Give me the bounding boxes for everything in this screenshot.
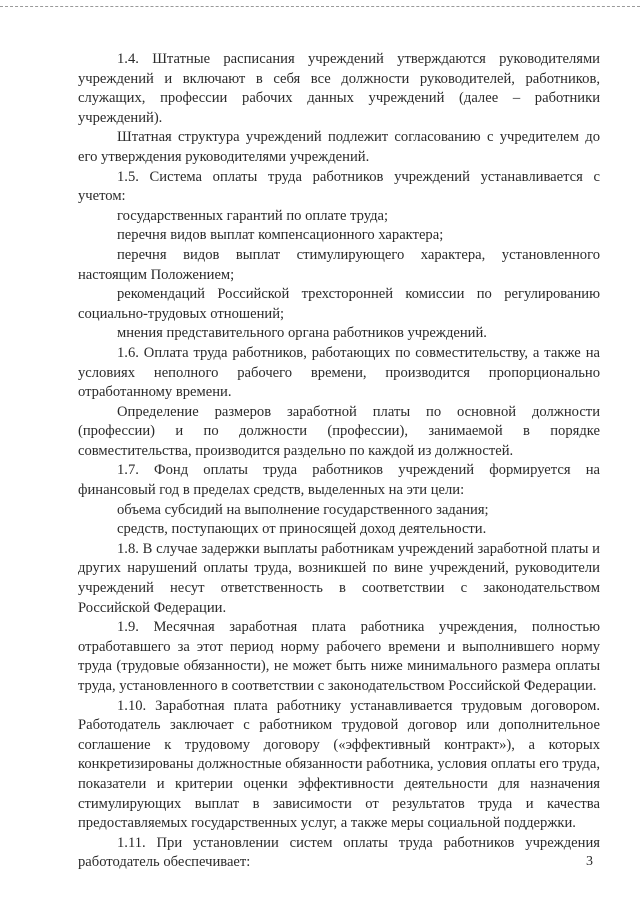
paragraph-1-9: 1.9. Месячная заработная плата работника учреждения, полностью отработавшего за этот период норму рабочего времени и выполнившего норму труда (трудовые обязанности), не может быть ниже минимального размера оплаты труда, установленного в соответствии с законодательством Российской Федерации. bbox=[78, 619, 600, 694]
paragraph-1-7: 1.7. Фонд оплаты труда работников учреждений формируется на финансовый год в пределах средств, выделенных на эти цели: bbox=[78, 462, 600, 499]
paragraph-staff-structure: Штатная структура учреждений подлежит согласованию с учредителем до его утверждения руководителями учреждений. bbox=[78, 129, 600, 165]
page-number: 3 bbox=[586, 854, 593, 869]
paragraph-1-6: 1.6. Оплата труда работников, работающих по совместительству, а также на условиях неполного рабочего времени, производится пропорционально отработанному времени. bbox=[78, 344, 600, 401]
list-item-income-activity: средств, поступающих от приносящей доход деятельности. bbox=[117, 521, 487, 538]
list-item-representative-opinion: мнения представительного органа работников учреждений. bbox=[117, 325, 487, 342]
list-item-compensation: перечня видов выплат компенсационного характера; bbox=[117, 227, 444, 244]
paragraph-1-5: 1.5. Система оплаты труда работников учреждений устанавливается с учетом: bbox=[78, 168, 600, 205]
document-body bbox=[78, 50, 600, 873]
paragraph-1-8: 1.8. В случае задержки выплаты работникам учреждений заработной платы и других нарушений оплаты труда, возникшей по вине учреждений, руководители учреждений несут ответственность в соответствии с законодательством Российской Федерации. bbox=[78, 540, 600, 616]
paragraph-1-10: 1.10. Заработная плата работнику устанавливается трудовым договором. Работодатель заключает с работником трудовой договор или дополнительное соглашение к трудовому договору («эффективный контракт»), а которых конкретизированы должностные обязанности работника, условия оплаты его труда, показатели и критерии оценки эффективности деятельности для назначения стимулирующих выплат в зависимости от результатов труда и качества предоставляемых государственных услуг, а также меры социальной поддержки. bbox=[78, 697, 600, 832]
paragraph-1-11: 1.11. При установлении систем оплаты труда работников учреждения работодатель обеспечивает: bbox=[78, 834, 600, 871]
scan-top-edge bbox=[0, 6, 640, 7]
list-item-incentive: перечня видов выплат стимулирующего характера, установленного настоящим Положением; bbox=[78, 246, 600, 283]
paragraph-salary-determination: Определение размеров заработной платы по основной должности (профессии) и по должности (профессии), занимаемой в порядке совместительства, производится раздельно по каждой из должностей. bbox=[78, 403, 600, 459]
list-item-guarantees: государственных гарантий по оплате труда; bbox=[117, 207, 389, 224]
list-item-subsidies: объема субсидий на выполнение государственного задания; bbox=[117, 501, 489, 518]
paragraph-1-4: 1.4. Штатные расписания учреждений утверждаются руководителями учреждений и включают в себя все должности руководителей, работников, служащих, профессии рабочих данных учреждений (далее – работники учреждений). bbox=[78, 51, 600, 126]
list-item-recommendations: рекомендаций Российской трехсторонней комиссии по регулированию социально-трудовых отношений; bbox=[78, 286, 600, 322]
